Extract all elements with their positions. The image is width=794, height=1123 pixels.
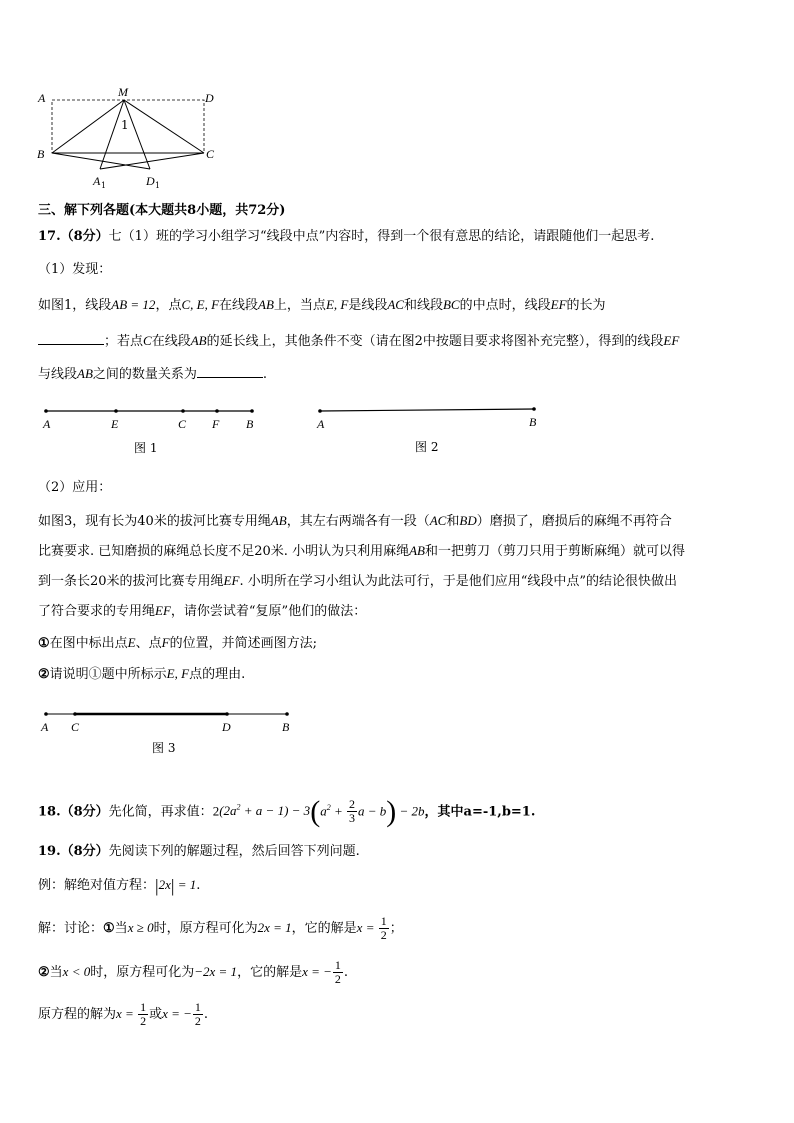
fig1-caption: 图 1 <box>134 441 158 455</box>
fraction-denominator: 2 <box>380 928 387 942</box>
math-ef: E, F <box>166 666 190 681</box>
math-cef: C, E, F <box>181 297 220 312</box>
fraction-numerator: 1 <box>380 914 387 928</box>
fraction-one-half <box>333 959 343 986</box>
text: 的中点时，线段 <box>459 298 551 313</box>
label-D1-sub: 1 <box>155 181 161 190</box>
fig1-label-E: E <box>111 417 119 431</box>
text: 和 <box>446 514 460 529</box>
text: 点的理由. <box>189 667 246 682</box>
label-C: C <box>206 147 215 161</box>
text: 了符合要求的专用绳 <box>38 604 156 619</box>
geometry-figure <box>0 85 240 195</box>
math-exponent: 2 <box>236 803 241 812</box>
text: ； <box>389 921 403 936</box>
math-bc: BC <box>442 297 460 312</box>
figure-3 <box>38 703 318 763</box>
math-ef: EF <box>155 603 171 618</box>
fig3-label-A: A <box>41 720 49 734</box>
label-D: D <box>205 91 214 105</box>
q17-p1-line1 <box>38 296 606 315</box>
fraction-numerator: 2 <box>348 797 355 812</box>
text: ，点 <box>155 298 182 313</box>
text: 的位置，并简述画图方法; <box>169 636 317 651</box>
fraction-one-half <box>379 915 389 942</box>
fig3-label-C: C <box>71 720 80 734</box>
fraction-numerator: 1 <box>194 1000 201 1014</box>
text: 是线段 <box>348 298 388 313</box>
fig3-caption: 图 3 <box>152 741 176 755</box>
label-A: A <box>38 91 46 105</box>
math-ab-12: AB = 12 <box>111 297 156 312</box>
q17-p1-line3 <box>38 365 267 384</box>
math: x < 0 <box>62 964 91 979</box>
text: 或 <box>149 1007 163 1022</box>
point-A <box>44 409 48 413</box>
math-ab: AB <box>190 333 207 348</box>
math-ef: EF <box>550 297 567 312</box>
fraction-one-half <box>193 1001 203 1028</box>
label-M: M <box>118 85 128 99</box>
text: . <box>343 965 349 980</box>
math: a − b <box>357 803 387 819</box>
figure-1 <box>38 400 278 460</box>
point-B <box>532 407 536 411</box>
text: 先化简，再求值： <box>108 804 213 820</box>
math-exponent: 2 <box>326 803 331 812</box>
text: 请说明①题中所标示 <box>49 667 167 682</box>
math: + a − 1) − 3 <box>240 803 311 819</box>
q17-p2-line3 <box>38 572 677 591</box>
q18-line <box>38 790 535 826</box>
label-angle-1: 1 <box>121 118 129 132</box>
abs-bar-right: | <box>170 875 175 896</box>
math-c: C <box>143 333 152 348</box>
circled-number-2: ② <box>38 965 50 980</box>
segment-MB <box>52 100 124 153</box>
math: 2x <box>158 877 171 892</box>
q17-p1-line2 <box>38 332 679 351</box>
label-B: B <box>37 147 45 161</box>
text: 在线段 <box>151 334 191 349</box>
fraction-denominator: 2 <box>140 1014 147 1028</box>
text: 在图中标出点 <box>49 636 128 651</box>
point-A <box>44 712 48 716</box>
text: 当 <box>114 921 128 936</box>
math-ef: EF <box>663 333 680 348</box>
fig1-label-F: F <box>212 417 220 431</box>
math: 2x = 1 <box>257 920 292 935</box>
point-C <box>73 712 77 716</box>
q19-final <box>38 996 208 1032</box>
math: (2a <box>219 803 237 819</box>
text: 到一条长20米的拔河比赛专用绳 <box>38 574 224 589</box>
section-heading: 三、解下列各题(本大题共8小题，共72分) <box>38 203 286 218</box>
label-A1: A <box>93 174 101 188</box>
text: ，它的解是 <box>291 921 357 936</box>
math: x ≥ 0 <box>127 920 154 935</box>
q19-solution-2 <box>38 954 348 990</box>
math: + <box>330 803 346 819</box>
figure-2-segment <box>320 409 534 411</box>
q17-p2-line4 <box>38 602 366 621</box>
text: 比赛要求. 已知磨损的麻绳总长度不足20米. 小明认为只利用麻绳 <box>38 544 410 559</box>
text: ，请你尝试着“复原”他们的做法： <box>170 604 367 619</box>
math: = 1 <box>174 877 197 892</box>
point-B <box>285 712 289 716</box>
label-D1: D <box>146 174 155 188</box>
segment-MC <box>124 100 204 153</box>
math-group-1 <box>219 803 310 818</box>
text: 之间的数量关系为 <box>92 367 197 382</box>
text: 和线段 <box>403 298 443 313</box>
fig2-label-B: B <box>529 415 537 429</box>
math: − 2b <box>396 803 425 819</box>
fraction-denominator: 2 <box>334 972 341 986</box>
point-B <box>250 409 254 413</box>
q17-p2-line1 <box>38 512 672 531</box>
segment-MA1 <box>100 100 124 169</box>
text: 、点 <box>135 636 162 651</box>
q19-intro-line <box>38 843 360 861</box>
point-C <box>181 409 185 413</box>
text: 如图1，线段 <box>38 298 112 313</box>
text: . <box>196 878 201 893</box>
text: 当 <box>49 965 63 980</box>
math-ab: AB <box>409 543 425 558</box>
right-paren: ) <box>386 794 397 828</box>
text: 和一把剪刀（剪刀只用于剪断麻绳）就可以得 <box>424 544 685 559</box>
segment-A1C <box>100 153 204 169</box>
text: . 小明所在学习小组认为此法可行，于是他们应用“线段中点”的结论很快做出 <box>239 574 677 589</box>
math: a <box>320 803 327 819</box>
circled-number-1: ① <box>103 921 115 936</box>
point-A <box>318 409 322 413</box>
fraction-numerator: 1 <box>334 958 341 972</box>
fraction-numerator: 1 <box>140 1000 147 1014</box>
text: 上，当点 <box>273 298 326 313</box>
math: x = − <box>162 1006 192 1021</box>
label-A1-sub: 1 <box>101 181 107 190</box>
text: 与线段 <box>38 367 78 382</box>
fraction-two-thirds <box>347 798 357 825</box>
math-ac: AC <box>429 513 447 528</box>
circled-number-2: ② <box>38 667 50 682</box>
q19-example <box>38 876 200 895</box>
point-D <box>225 712 229 716</box>
math-ab: AB <box>258 297 274 312</box>
math: 2 <box>212 803 220 819</box>
text: ，它的解是 <box>237 965 303 980</box>
text: ，其左右两端各有一段（ <box>286 514 430 529</box>
math-ab: AB <box>270 513 287 528</box>
fig2-caption: 图 2 <box>415 440 439 454</box>
math-ab: AB <box>77 366 93 381</box>
fig3-label-D: D <box>222 720 231 734</box>
math: x = − <box>302 964 332 979</box>
text: 先阅读下列的解题过程，然后回答下列问题. <box>108 844 360 859</box>
fraction-denominator: 2 <box>194 1014 201 1028</box>
q17-number: 17.（8分） <box>38 229 109 244</box>
text: . <box>262 367 268 382</box>
q17-part1-title: （1）发现： <box>38 262 112 277</box>
point-F <box>215 409 219 413</box>
math-e: E <box>127 635 136 650</box>
text: 例：解绝对值方程： <box>38 878 156 893</box>
segment-MD1 <box>124 100 150 169</box>
fig1-label-B: B <box>246 417 254 431</box>
answer-blank-1[interactable] <box>38 332 104 345</box>
math-ac: AC <box>387 297 404 312</box>
left-paren: ( <box>310 794 321 828</box>
abs-bar-left: | <box>155 875 159 896</box>
fig1-label-C: C <box>178 417 187 431</box>
math-ef: E, F <box>325 297 349 312</box>
text: 如图3，现有长为40米的拔河比赛专用绳 <box>38 514 271 529</box>
q17-p2-line2 <box>38 542 685 561</box>
q19-solution-1 <box>38 910 403 946</box>
math: −2x = 1 <box>194 964 238 979</box>
fig1-label-A: A <box>43 417 51 431</box>
point-E <box>114 409 118 413</box>
q18-number: 18.（8分） <box>38 804 109 820</box>
q17-intro: 七（1）班的学习小组学习“线段中点”内容时，得到一个很有意思的结论，请跟随他们一起思考. <box>108 229 655 244</box>
math-f: F <box>161 635 170 650</box>
text: 时，原方程可化为 <box>153 921 258 936</box>
q19-number: 19.（8分） <box>38 844 109 859</box>
circled-number-1: ① <box>38 636 50 651</box>
math: x = <box>116 1006 138 1021</box>
text: 的延长线上，其他条件不变（请在图2中按题目要求将图补充完整），得到的线段 <box>206 334 664 349</box>
fig2-label-A: A <box>317 417 325 431</box>
text: ；若点 <box>104 334 144 349</box>
math: x = <box>356 920 378 935</box>
text: 原方程的解为 <box>38 1007 117 1022</box>
fig3-label-B: B <box>282 720 290 734</box>
text: ）磨损了，磨损后的麻绳不再符合 <box>476 514 672 529</box>
math-ef: EF <box>223 573 240 588</box>
text: 在线段 <box>219 298 259 313</box>
text: 时，原方程可化为 <box>90 965 195 980</box>
math-bd: BD <box>459 513 477 528</box>
fraction-one-half <box>138 1001 148 1028</box>
q17-intro-line <box>38 228 654 246</box>
answer-blank-2[interactable] <box>197 365 263 378</box>
figure-2 <box>312 398 552 458</box>
text: ，其中a=-1,b=1. <box>424 804 536 820</box>
text: 解：讨论： <box>38 921 104 936</box>
text: . <box>203 1007 209 1022</box>
q17-part2-title: （2）应用： <box>38 480 112 495</box>
text: 的长为 <box>566 298 606 313</box>
q17-sub1 <box>38 634 317 653</box>
q17-sub2 <box>38 665 245 684</box>
fraction-denominator: 3 <box>348 811 355 826</box>
